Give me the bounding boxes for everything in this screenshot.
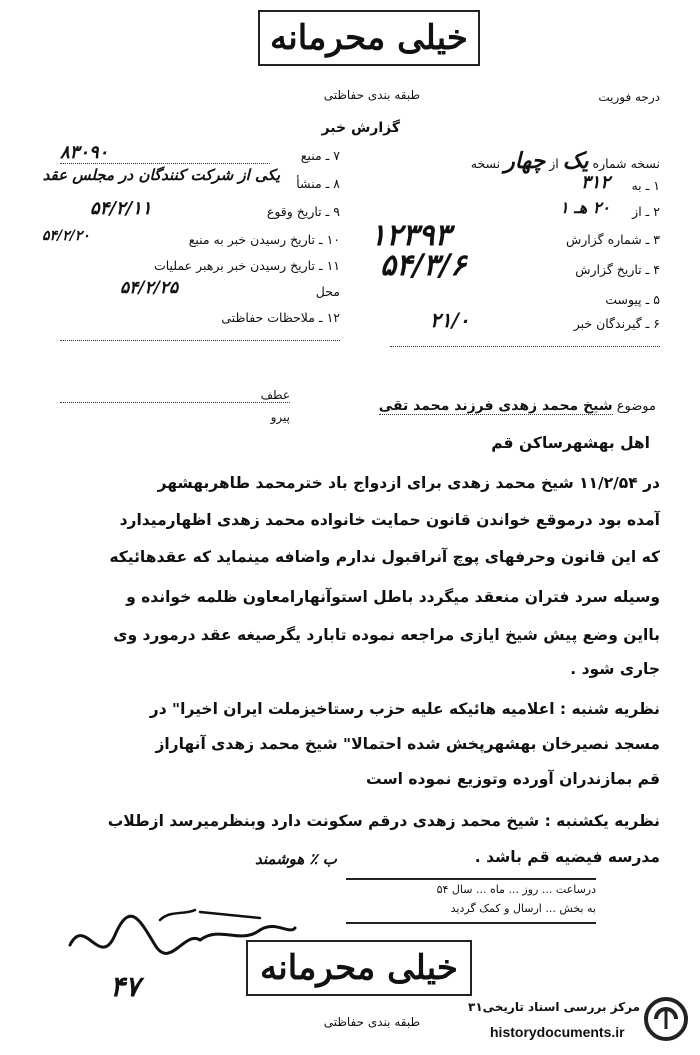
watermark-url: historydocuments.ir xyxy=(490,1024,625,1040)
dispatch-stamp xyxy=(346,878,596,924)
peyro-label: پیرو xyxy=(270,410,290,424)
atf-label: عطف xyxy=(260,388,290,402)
field-value: ۳۱۲ xyxy=(580,172,610,193)
left-field-received-source xyxy=(42,228,340,247)
urgency-label: درجه فوریت xyxy=(598,90,660,104)
field-label: ۸ ـ منشأ xyxy=(296,176,340,191)
watermark-title: مرکز بررسی اسناد تاریخی xyxy=(482,1000,640,1014)
field-value: ۵۴/۲/۲۰ xyxy=(42,228,90,244)
right-field-recipients xyxy=(390,308,660,332)
body-line: قم بمازندران آورده وتوزیع نموده است xyxy=(366,770,660,788)
body-line: در ۱۱/۲/۵۴ شیخ محمد زهدی برای ازدواج باد خترمحمد طاهربهشهر xyxy=(157,474,660,492)
report-title: گزارش خبر xyxy=(321,120,400,136)
right-field-from xyxy=(390,198,660,219)
right-dotted-line xyxy=(390,346,660,347)
top-stamp-text: خیلی محرمانه xyxy=(270,18,468,58)
left-field-received-ops xyxy=(60,258,340,273)
dispatch-stamp-line: درساعت ... روز ... ماه ... سال ۵۴ xyxy=(436,883,596,896)
field-label: ۱۱ ـ تاریخ رسیدن خبر برهبر عملیات xyxy=(153,258,340,273)
field-value: ۵۴/۲/۱۱ xyxy=(90,198,152,219)
body-line: مدرسه فیضیه قم باشد . xyxy=(474,848,660,866)
footer-code: ۳۱ xyxy=(468,1000,483,1014)
field-value-2: چهار xyxy=(504,148,546,174)
body-line: اهل بهشهرساکن قم xyxy=(491,434,650,452)
field-value: ۵۴/۳/۶ xyxy=(380,248,467,283)
field-value: یک xyxy=(562,148,589,174)
field-label: ۱۰ ـ تاریخ رسیدن خبر به منبع xyxy=(188,232,340,247)
field-value: ۱۲۳۹۳ xyxy=(370,218,451,253)
right-field-to xyxy=(390,172,660,193)
body-line: مسجد نصیرخان بهشهرپخش شده احتمالا" شیخ محمد زهدی آنهاراز xyxy=(155,735,660,753)
left-field-source xyxy=(60,142,340,163)
field-label: ۲ ـ از xyxy=(632,204,660,219)
left-field-place xyxy=(60,278,340,299)
subject-row xyxy=(300,398,656,414)
field-label: محل xyxy=(315,284,340,299)
field-label: ۷ ـ منبع xyxy=(300,148,340,163)
right-field-attachment xyxy=(390,292,660,307)
field-label: ۱۲ ـ ملاحظات حفاظتی xyxy=(221,310,340,325)
field-label: ۹ ـ تاریخ وقوع xyxy=(266,204,340,219)
field-value: ۵۴/۲/۲۵ xyxy=(120,278,179,298)
field-label: ۱ ـ به xyxy=(631,178,660,193)
left-dotted-line xyxy=(60,340,340,341)
signature-numbers: ۴۷ xyxy=(110,970,141,1003)
body-line: وسیله سرد فتران منعقد میگردد باطل استوآنهارامعاون ظلمه خوانده و xyxy=(126,588,660,606)
field-label: ۴ ـ تاریخ گزارش xyxy=(575,262,660,277)
subject-label: موضوع xyxy=(616,399,656,414)
left-field-security-notes xyxy=(60,310,340,325)
field-mid: از xyxy=(549,156,559,171)
field-label: ۳ ـ شماره گزارش xyxy=(565,232,660,247)
archive-logo-icon xyxy=(644,997,688,1041)
dispatch-stamp-line: به بخش ... ارسال و کمک گردید xyxy=(450,902,596,915)
body-hand-note: ب ٪ هوشمند xyxy=(255,850,337,868)
field-label: نسخه شماره xyxy=(592,156,660,171)
field-value: ۲۱/۰ xyxy=(430,308,470,332)
left-field-occurrence-date xyxy=(60,198,340,219)
body-line: آمده بود درموقع خواندن قانون حمایت خانواده محمد زهدی اظهارمیدارد xyxy=(119,511,660,529)
top-classification-label: طبقه بندی حفاظتی xyxy=(323,88,420,102)
bottom-classification-stamp xyxy=(246,940,472,996)
body-line: بااین وضع پیش شیخ ایازی مراجعه نموده تابارد یگرصیغه عقد درمورد وی xyxy=(113,626,660,644)
field-tail: نسخه xyxy=(470,156,501,171)
body-line: نظریه یکشنبه : شیخ محمد زهدی درقم سکونت دارد وبنظرمیرسد ازطلاب xyxy=(107,812,660,830)
atf-dotted-line xyxy=(60,402,290,403)
bottom-classification-label: طبقه بندی حفاظتی xyxy=(323,1015,420,1029)
left-field-origin xyxy=(42,166,340,191)
field-label: ۵ ـ پیوست xyxy=(605,292,660,307)
right-field-copy-number xyxy=(390,148,660,174)
field-value: ۲۰ هـ ۱ xyxy=(559,198,610,217)
body-line: جاری شود . xyxy=(570,660,660,678)
field-label: ۶ ـ گیرندگان خبر xyxy=(573,316,660,331)
body-line: نظریه شنبه : اعلامیه هائیکه علیه حزب رستاخیزملت ایران اخیرا" در xyxy=(149,700,660,718)
field-value: یکی از شرکت کنندگان در مجلس عقد xyxy=(42,166,280,184)
right-field-report-number xyxy=(370,218,660,253)
right-field-report-date xyxy=(380,248,660,283)
field-value: ۸۳۰۹۰ xyxy=(60,142,270,164)
bottom-stamp-text: خیلی محرمانه xyxy=(260,948,458,988)
top-classification-stamp xyxy=(258,10,480,66)
subject-value: شیخ محمد زهدی فرزند محمد تقی xyxy=(378,398,613,414)
body-line: که این قانون وحرفهای پوچ آنراقبول ندارم واضافه مینماید که عقدهائیکه xyxy=(109,548,660,566)
